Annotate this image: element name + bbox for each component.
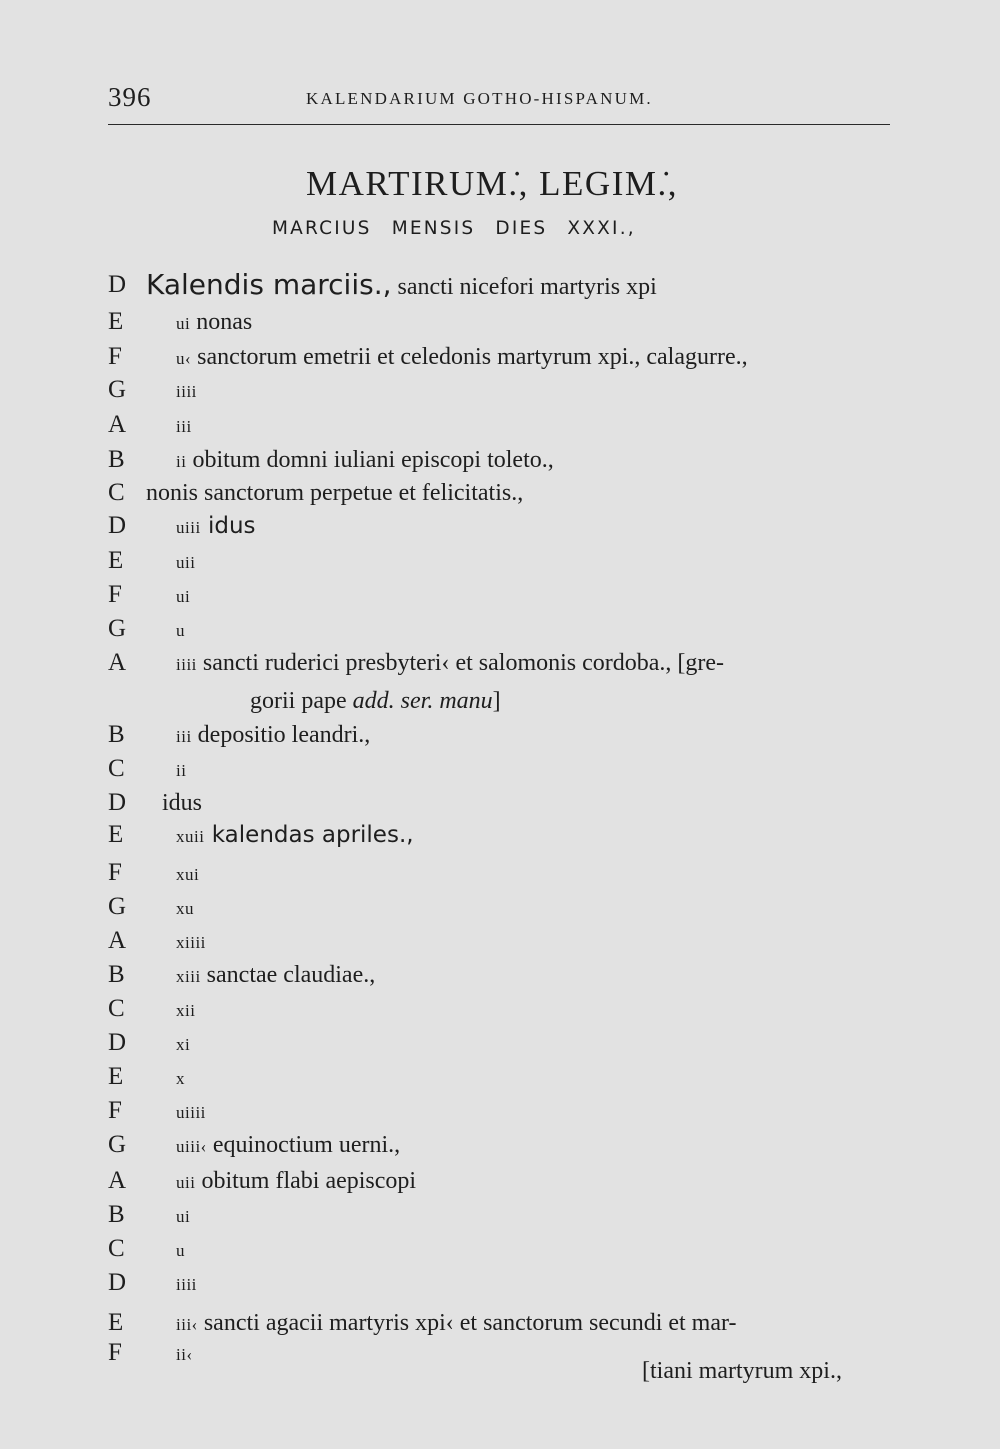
calendar-entry (0, 924, 1000, 958)
day-number: iiii (176, 655, 197, 674)
calendar-entry (0, 1164, 1000, 1198)
dominical-letter: B (108, 446, 125, 473)
dominical-letter: E (108, 1309, 124, 1336)
dominical-letter: D (108, 1269, 127, 1296)
dominical-letter: A (108, 927, 127, 954)
day-number: xui (176, 865, 200, 884)
calendar-entry (0, 340, 1000, 374)
entry-text: equinoctium uerni., (206, 1132, 401, 1158)
dominical-letter: C (108, 1235, 125, 1262)
entry-text: nonas (190, 309, 253, 335)
dominical-letter: B (108, 1201, 125, 1228)
entry-text: sancti ruderici presbyteri‹ et salomonis cordoba., [gre- (196, 650, 725, 676)
dominical-letter: F (108, 859, 122, 886)
dominical-letter: G (108, 376, 127, 403)
calendar-entry (0, 890, 1000, 924)
day-number: ui (176, 587, 191, 606)
calendar-entry (0, 1060, 1000, 1094)
calendar-entry (0, 268, 1000, 302)
header-rule (108, 124, 890, 125)
dominical-letter: G (108, 893, 127, 920)
calendar-entry (0, 443, 1000, 477)
day-number: xuii (176, 827, 205, 846)
calendar-entry (0, 408, 1000, 442)
dominical-letter: E (108, 547, 124, 574)
calendar-entry (0, 1266, 1000, 1300)
calendar-entry (0, 1026, 1000, 1060)
calendar-entry (0, 305, 1000, 339)
calendar-entry (0, 818, 1000, 852)
kalendae-heading: Kalendis marciis., (146, 268, 392, 301)
entry-text: sancti agacii martyris xpi‹ et sanctorum secundi et mar- (197, 1310, 737, 1336)
day-number: iiii (176, 382, 197, 401)
page-number: 396 (108, 82, 152, 112)
dominical-letter: A (108, 411, 127, 438)
day-number: iii‹ (176, 1315, 198, 1334)
dominical-letter: A (108, 1167, 127, 1194)
dominical-letter: A (108, 649, 127, 676)
entry-text: sanctae claudiae., (200, 962, 376, 988)
calendar-entry (0, 992, 1000, 1026)
dominical-letter: E (108, 308, 124, 335)
entry-text: obitum flabi aepiscopi (195, 1168, 417, 1194)
continuation-tiani: [tiani martyrum xpi., (642, 1358, 842, 1384)
calendar-entry (0, 578, 1000, 612)
continuation-gregorii: gorii pape add. ser. manu] (250, 688, 501, 714)
entry-text: idus (162, 790, 203, 816)
day-number: xu (176, 899, 194, 918)
section-title: MARTIRUM.̇, LEGIM.̇, (306, 164, 678, 203)
month-title: MARCIUS MENSIS DIES XXXI., (272, 218, 636, 239)
calendar-entry (0, 1336, 1000, 1370)
dominical-letter: C (108, 995, 125, 1022)
dominical-letter: B (108, 961, 125, 988)
dominical-letter: D (108, 512, 127, 539)
day-number: iiii (176, 1275, 197, 1294)
dominical-letter: C (108, 755, 125, 782)
day-number: xiii (176, 967, 201, 986)
calendar-entry (0, 509, 1000, 543)
calendar-entry (0, 958, 1000, 992)
calendar-entry (0, 646, 1000, 680)
day-number: ui (176, 1207, 191, 1226)
day-number: iii (176, 417, 192, 436)
day-number: u (176, 1241, 185, 1260)
entry-text: depositio leandri., (191, 722, 371, 748)
dominical-letter: G (108, 615, 127, 642)
calendar-entry (0, 1094, 1000, 1128)
day-number: uiii (176, 518, 201, 537)
calendar-entry (0, 612, 1000, 646)
entry-text: nonis sanctorum perpetue et felicitatis., (146, 480, 524, 506)
dominical-letter: D (108, 789, 127, 816)
day-number: uiiii (176, 1103, 206, 1122)
day-number: xiiii (176, 933, 206, 952)
calendar-entry (0, 544, 1000, 578)
calendar-entry (0, 752, 1000, 786)
day-number: uii (176, 553, 196, 572)
calendar-entry (0, 1128, 1000, 1162)
entry-text: sanctorum emetrii et celedonis martyrum xpi., calagurre., (191, 344, 748, 370)
date-heading: idus (200, 513, 256, 539)
calendar-entry (0, 1306, 1000, 1340)
day-number: u‹ (176, 349, 192, 368)
dominical-letter: D (108, 271, 127, 298)
calendar-entry (0, 373, 1000, 407)
day-number: xii (176, 1001, 196, 1020)
dominical-letter: G (108, 1131, 127, 1158)
calendar-entry (0, 1232, 1000, 1266)
dominical-letter: E (108, 1063, 124, 1090)
dominical-letter: E (108, 821, 124, 848)
day-number: ii (176, 761, 187, 780)
dominical-letter: F (108, 581, 122, 608)
dominical-letter: F (108, 1339, 122, 1366)
day-number: u (176, 621, 185, 640)
dominical-letter: D (108, 1029, 127, 1056)
running-title: KALENDARIUM GOTHO-HISPANUM. (306, 89, 653, 108)
day-number: ii (176, 452, 187, 471)
dominical-letter: F (108, 1097, 122, 1124)
calendar-entry (0, 476, 1000, 510)
day-number: xi (176, 1035, 191, 1054)
day-number: iii (176, 727, 192, 746)
day-number: uiii‹ (176, 1137, 207, 1156)
entry-text: obitum domni iuliani episcopi toleto., (186, 447, 554, 473)
calendar-entry (0, 786, 1000, 820)
dominical-letter: F (108, 343, 122, 370)
day-number: uii (176, 1173, 196, 1192)
date-heading: kalendas apriles., (204, 822, 414, 848)
calendar-entry (0, 718, 1000, 752)
day-number: ii‹ (176, 1345, 193, 1364)
dominical-letter: B (108, 721, 125, 748)
dominical-letter: C (108, 479, 125, 506)
day-number: ui (176, 314, 191, 333)
day-number: x (176, 1069, 185, 1088)
entry-text: sancti nicefori martyris xpi (391, 274, 657, 300)
calendar-entry (0, 1198, 1000, 1232)
calendar-entry (0, 856, 1000, 890)
